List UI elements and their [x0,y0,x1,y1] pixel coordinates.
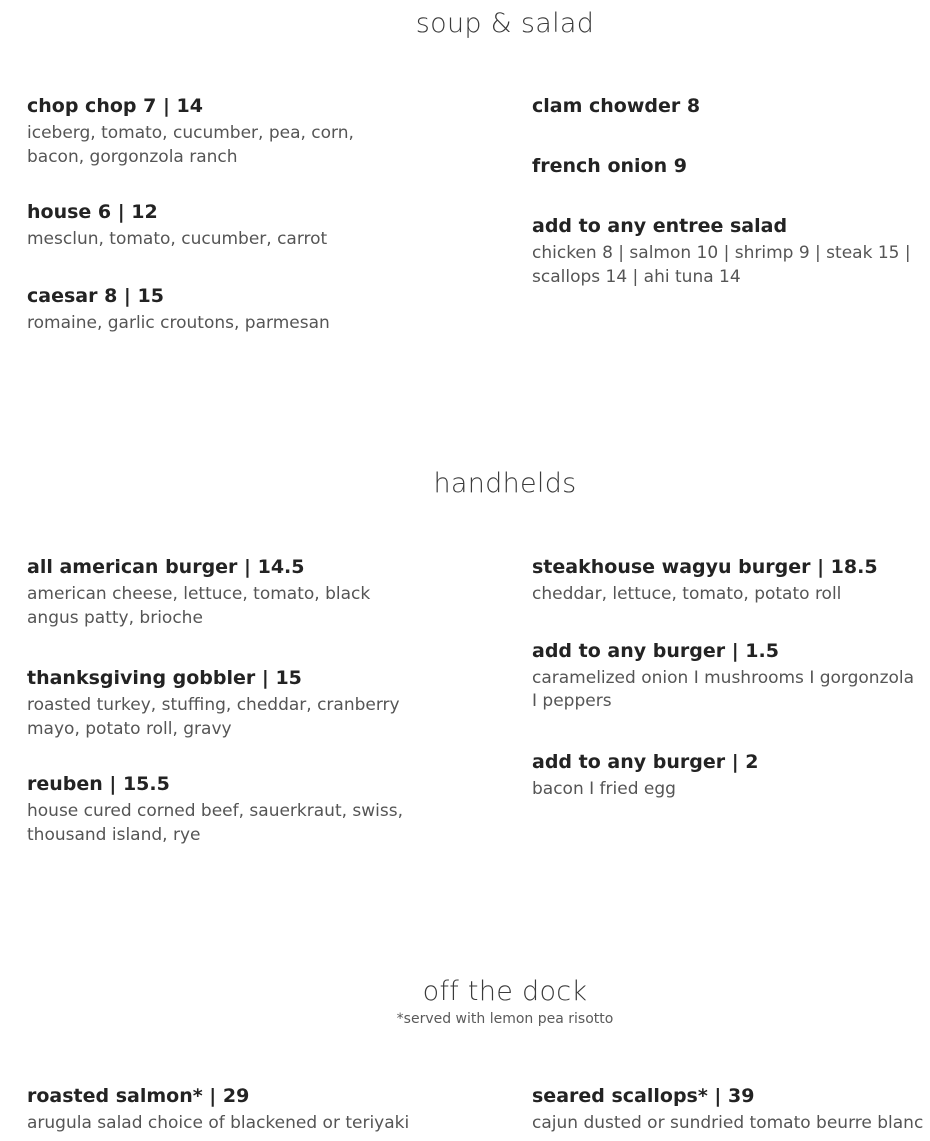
menu-item-roasted-salmon [27,1084,412,1136]
menu-item-caesar [27,284,412,336]
menu-item-house [27,200,412,252]
item-description: cheddar, lettuce, tomato, potato roll [532,584,842,604]
menu-item-salad-addons [532,214,922,289]
item-description: bacon I fried egg [532,778,676,799]
item-description: chicken 8 | salmon 10 | shrimp 9 | steak 15 | scallops 14 | ahi tuna 14 [532,243,911,287]
item-name: french onion 9 [532,155,687,177]
item-name: add to any entree salad [532,215,788,237]
menu-item-thanksgiving-gobbler [27,666,412,741]
item-description: caramelized onion I mushrooms I gorgonzola I peppers [532,667,915,711]
handhelds-right-column [532,555,922,801]
menu-item-reuben [27,772,412,847]
soup-salad-right-column [532,94,922,289]
section-title-soup-salad: soup & salad [415,8,595,39]
item-name: thanksgiving gobbler | 15 [27,667,302,689]
item-name: seared scallops* | 39 [532,1085,755,1107]
menu-item-seared-scallops [532,1084,922,1136]
menu-item-chop-chop [27,94,412,169]
item-name: clam chowder 8 [532,95,701,117]
item-description: arugula salad choice of blackened or teriyaki [27,1113,410,1133]
menu-item-french-onion [532,154,922,178]
item-name: steakhouse wagyu burger | 18.5 [532,556,878,578]
item-description: house cured corned beef, sauerkraut, swiss, thousand island, rye [27,801,404,845]
section-subtitle-off-the-dock: *served with lemon pea risotto [396,1011,614,1027]
menu-item-burger-addons-2 [532,750,922,802]
section-title-handhelds: handhelds [433,468,577,499]
item-description: iceberg, tomato, cucumber, pea, corn, bacon, gorgonzola ranch [27,123,354,167]
item-description: american cheese, lettuce, tomato, black angus patty, brioche [27,584,371,628]
item-name: all american burger | 14.5 [27,556,305,578]
off-the-dock-right-column [532,1084,922,1136]
item-name: house 6 | 12 [27,201,158,223]
menu-item-all-american-burger [27,555,412,630]
item-description: romaine, garlic croutons, parmesan [27,312,330,333]
menu-item-steakhouse-wagyu-burger [532,555,922,607]
item-name: roasted salmon* | 29 [27,1085,250,1107]
item-description: mesclun, tomato, cucumber, carrot [27,229,328,249]
section-title-off-the-dock: off the dock [422,976,588,1007]
item-name: add to any burger | 1.5 [532,639,779,662]
off-the-dock-left-column [27,1084,412,1136]
soup-salad-left-column [27,94,412,335]
menu-item-burger-addons-1-5 [532,639,922,714]
item-description: cajun dusted or sundried tomato beurre blanc [532,1113,924,1133]
item-description: roasted turkey, stuffing, cheddar, cranberry mayo, potato roll, gravy [27,695,400,739]
item-name: reuben | 15.5 [27,773,170,795]
item-name: chop chop 7 | 14 [27,95,203,117]
handhelds-left-column [27,555,412,847]
menu-item-clam-chowder [532,94,922,118]
item-name: add to any burger | 2 [532,750,759,773]
item-name: caesar 8 | 15 [27,284,164,307]
